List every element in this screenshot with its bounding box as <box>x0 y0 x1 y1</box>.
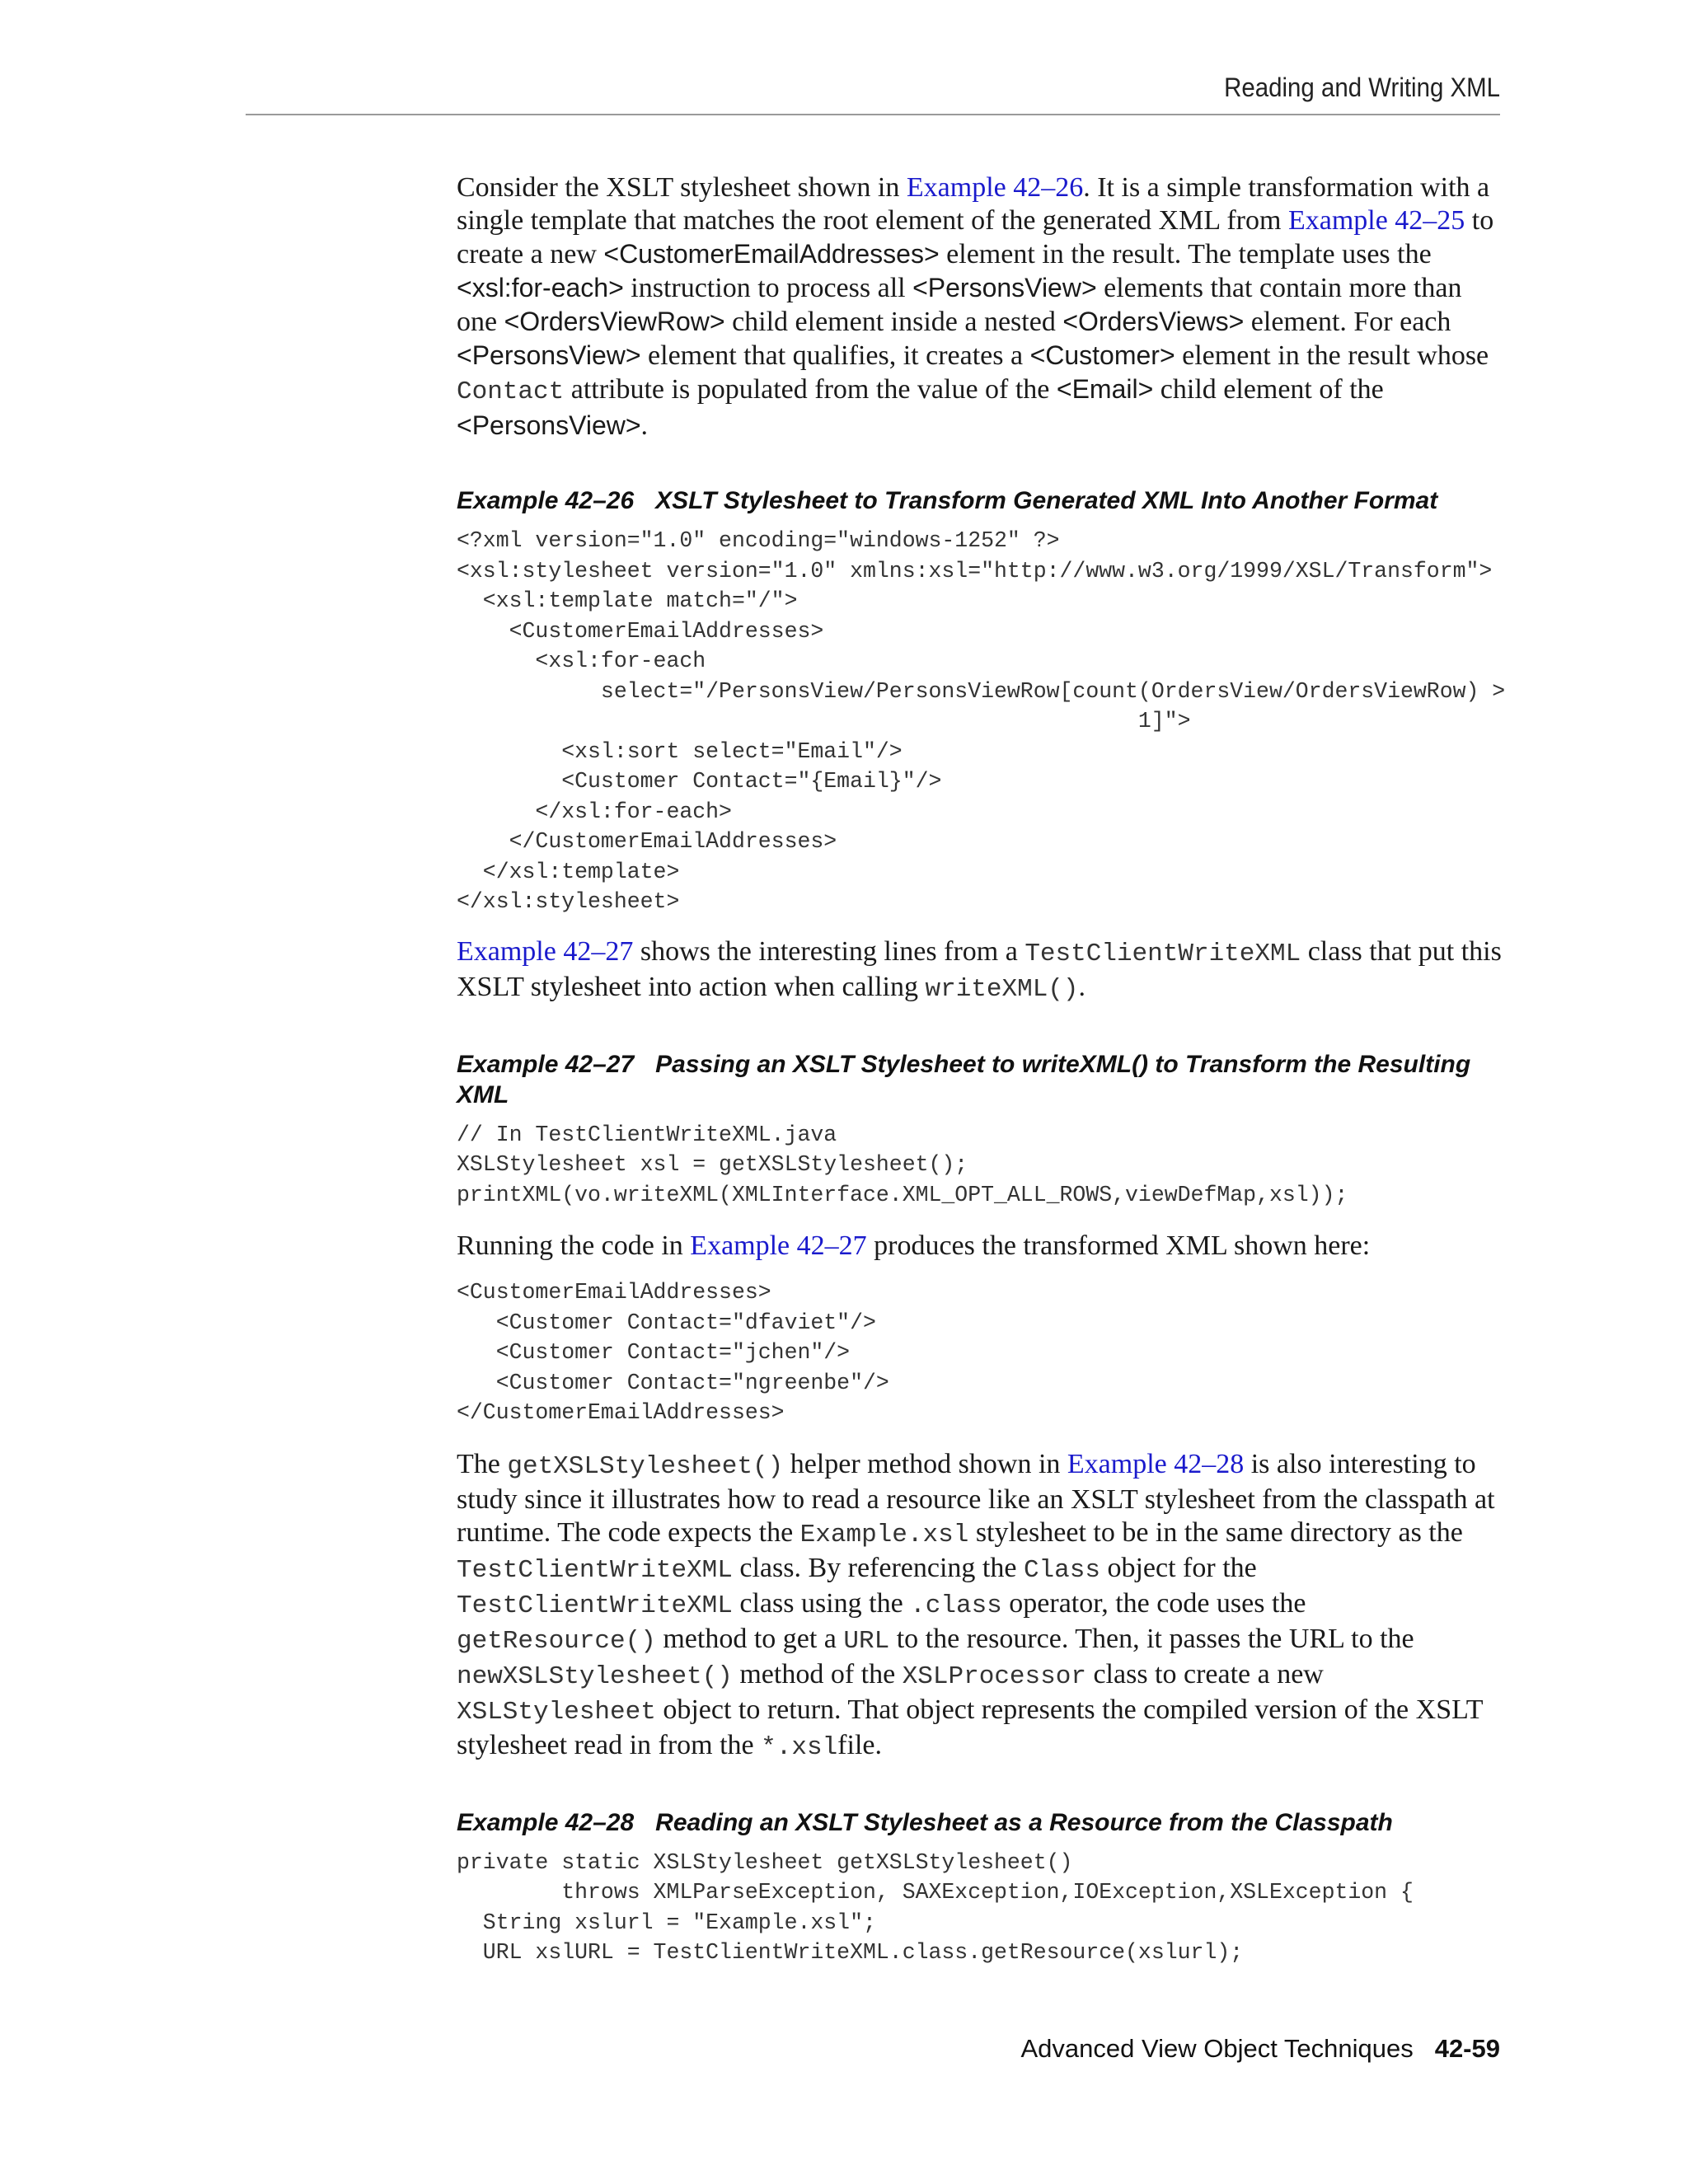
text: class using the <box>732 1587 911 1619</box>
element-name: <Email> <box>1056 374 1154 404</box>
element-name: <CustomerEmailAddresses> <box>603 239 940 269</box>
example-42-27-link[interactable]: Example 42–27 <box>457 935 634 967</box>
example-42-28-link[interactable]: Example 42–28 <box>1067 1448 1245 1479</box>
example-42-27-title <box>457 1049 1502 1110</box>
text: class to create a new <box>1085 1658 1324 1690</box>
inline-code: Contact <box>457 377 565 406</box>
transformed-xml-output: <CustomerEmailAddresses> <Customer Contact="dfaviet"/> <Customer Contact="jchen"/> <Customer Contact="ngreenbe"/> </CustomerEmailAddresses> <box>457 1280 889 1425</box>
page-body <box>457 171 1506 1968</box>
text: method of the <box>732 1658 903 1690</box>
page-number: 42-59 <box>1434 2034 1500 2063</box>
running-header: Reading and Writing XML <box>1224 73 1500 102</box>
text: attribute is populated from the value of the <box>564 374 1057 405</box>
text: class. By referencing the <box>732 1552 1024 1583</box>
example-number: Example 42–28 <box>457 1808 635 1836</box>
inline-code: getResource() <box>457 1626 656 1656</box>
text: class that put this XSLT stylesheet into action when calling <box>457 935 1502 1002</box>
text: to the resource. Then, it passes the URL to the <box>889 1623 1414 1654</box>
text: object to return. That object represents the compiled version of the XSLT stylesheet read in from the <box>457 1694 1483 1760</box>
example-42-27-code: // In TestClientWriteXML.java XSLStylesheet xsl = getXSLStylesheet(); printXML(vo.writeXML(XMLInterface.XML_OPT_ALL_ROWS,viewDefMap,xsl)); <box>457 1122 1348 1207</box>
example-42-25-link[interactable]: Example 42–25 <box>1287 205 1465 236</box>
example-number: Example 42–26 <box>457 487 635 514</box>
inline-code: getXSLStylesheet() <box>507 1451 784 1481</box>
intro-paragraph <box>457 171 1502 443</box>
text: to create a new <box>457 205 1494 269</box>
example-title-text: XSLT Stylesheet to Transform Generated XML Into Another Format <box>655 487 1438 514</box>
inline-code: XSLProcessor <box>902 1661 1086 1691</box>
footer-chapter-title: Advanced View Object Techniques <box>1020 2034 1414 2063</box>
element-name: <PersonsView> <box>457 410 641 440</box>
inline-code: TestClientWriteXML <box>457 1591 733 1620</box>
inline-code: *.xsl <box>761 1732 838 1762</box>
example-title-text: Reading an XSLT Stylesheet as a Resource from the Classpath <box>655 1808 1393 1836</box>
example-42-26-code: <?xml version="1.0" encoding="windows-1252" ?> <xsl:stylesheet version="1.0" xmlns:xsl="http://www.w3.org/1999/XSL/Transform"> <xsl:template match="/"> <CustomerEmailAddresses> <xsl:for-each select="/PersonsView/PersonsViewRow[count(OrdersView/OrdersViewRow) > 1]"> <xsl:sort select="Email"/> <Customer Contact="{Email}"/> </xsl:for-each> </CustomerEmailAddresses> </xsl:template> </xsl:stylesheet> <box>457 528 1506 914</box>
text: . It is a simple transformation with a single template that matches the root element of the generated XML from <box>457 172 1490 236</box>
text: method to get a <box>655 1623 844 1654</box>
text: object for the <box>1100 1552 1257 1583</box>
text: element that qualifies, it creates a <box>640 340 1030 371</box>
paragraph-running-code <box>457 1230 1502 1263</box>
element-name: <Customer> <box>1029 340 1175 370</box>
element-name: <xsl:for-each> <box>457 273 624 302</box>
inline-code: Class <box>1023 1555 1100 1585</box>
example-number: Example 42–27 <box>457 1050 635 1078</box>
text: produces the transformed XML shown here: <box>866 1230 1371 1261</box>
text: . <box>1078 971 1086 1002</box>
text: element. For each <box>1244 307 1451 337</box>
example-42-27-link-2[interactable]: Example 42–27 <box>690 1230 867 1261</box>
text: operator, the code uses the <box>1001 1587 1306 1619</box>
text: element in the result. The template uses the <box>939 239 1432 269</box>
inline-code: XSLStylesheet <box>457 1697 656 1727</box>
paragraph-getxslstylesheet <box>457 1448 1502 1765</box>
inline-code: newXSLStylesheet() <box>457 1661 733 1691</box>
inline-code: writeXML() <box>925 974 1079 1004</box>
text: . <box>640 410 649 441</box>
element-name: <PersonsView> <box>912 273 1097 302</box>
text: child element of the <box>1153 374 1384 405</box>
inline-code: TestClientWriteXML <box>1025 939 1301 968</box>
example-42-26-title <box>457 485 1502 516</box>
inline-code: URL <box>843 1626 890 1656</box>
example-42-26-link[interactable]: Example 42–26 <box>906 172 1084 203</box>
text: element in the result whose <box>1175 340 1489 371</box>
example-42-28-title <box>457 1807 1502 1838</box>
text: helper method shown in <box>783 1448 1067 1479</box>
inline-code: .class <box>910 1591 1002 1620</box>
text: is also interesting to study since it illustrates how to read a resource like an XSLT stylesheet from the classpath at runtime. The code expects the <box>457 1448 1495 1548</box>
paragraph-example-27-intro <box>457 935 1502 1006</box>
inline-code: TestClientWriteXML <box>457 1555 733 1585</box>
inline-code: Example.xsl <box>799 1520 969 1549</box>
text: Running the code in <box>457 1230 691 1261</box>
text: child element inside a nested <box>724 307 1063 337</box>
text: The <box>457 1448 508 1479</box>
text: file. <box>837 1729 882 1760</box>
element-name: <OrdersViewRow> <box>504 307 725 336</box>
text: stylesheet to be in the same directory as the <box>968 1516 1463 1548</box>
element-name: <PersonsView> <box>457 340 641 370</box>
text: elements that contain more than one <box>457 273 1462 337</box>
example-title-text: Passing an XSLT Stylesheet to writeXML() to Transform the Resulting XML <box>457 1050 1471 1108</box>
example-42-28-code: private static XSLStylesheet getXSLStylesheet() throws XMLParseException, SAXException,IOException,XSLException { String xslurl = "Example.xsl"; URL xslURL = TestClientWriteXML.class.getResource(xslurl); <box>457 1849 1414 1965</box>
text: instruction to process all <box>623 273 913 303</box>
text: shows the interesting lines from a <box>633 935 1025 967</box>
page-footer <box>1020 2034 1500 2064</box>
element-name: <OrdersViews> <box>1062 307 1245 336</box>
text: Consider the XSLT stylesheet shown in <box>457 172 907 203</box>
header-divider <box>246 114 1500 115</box>
